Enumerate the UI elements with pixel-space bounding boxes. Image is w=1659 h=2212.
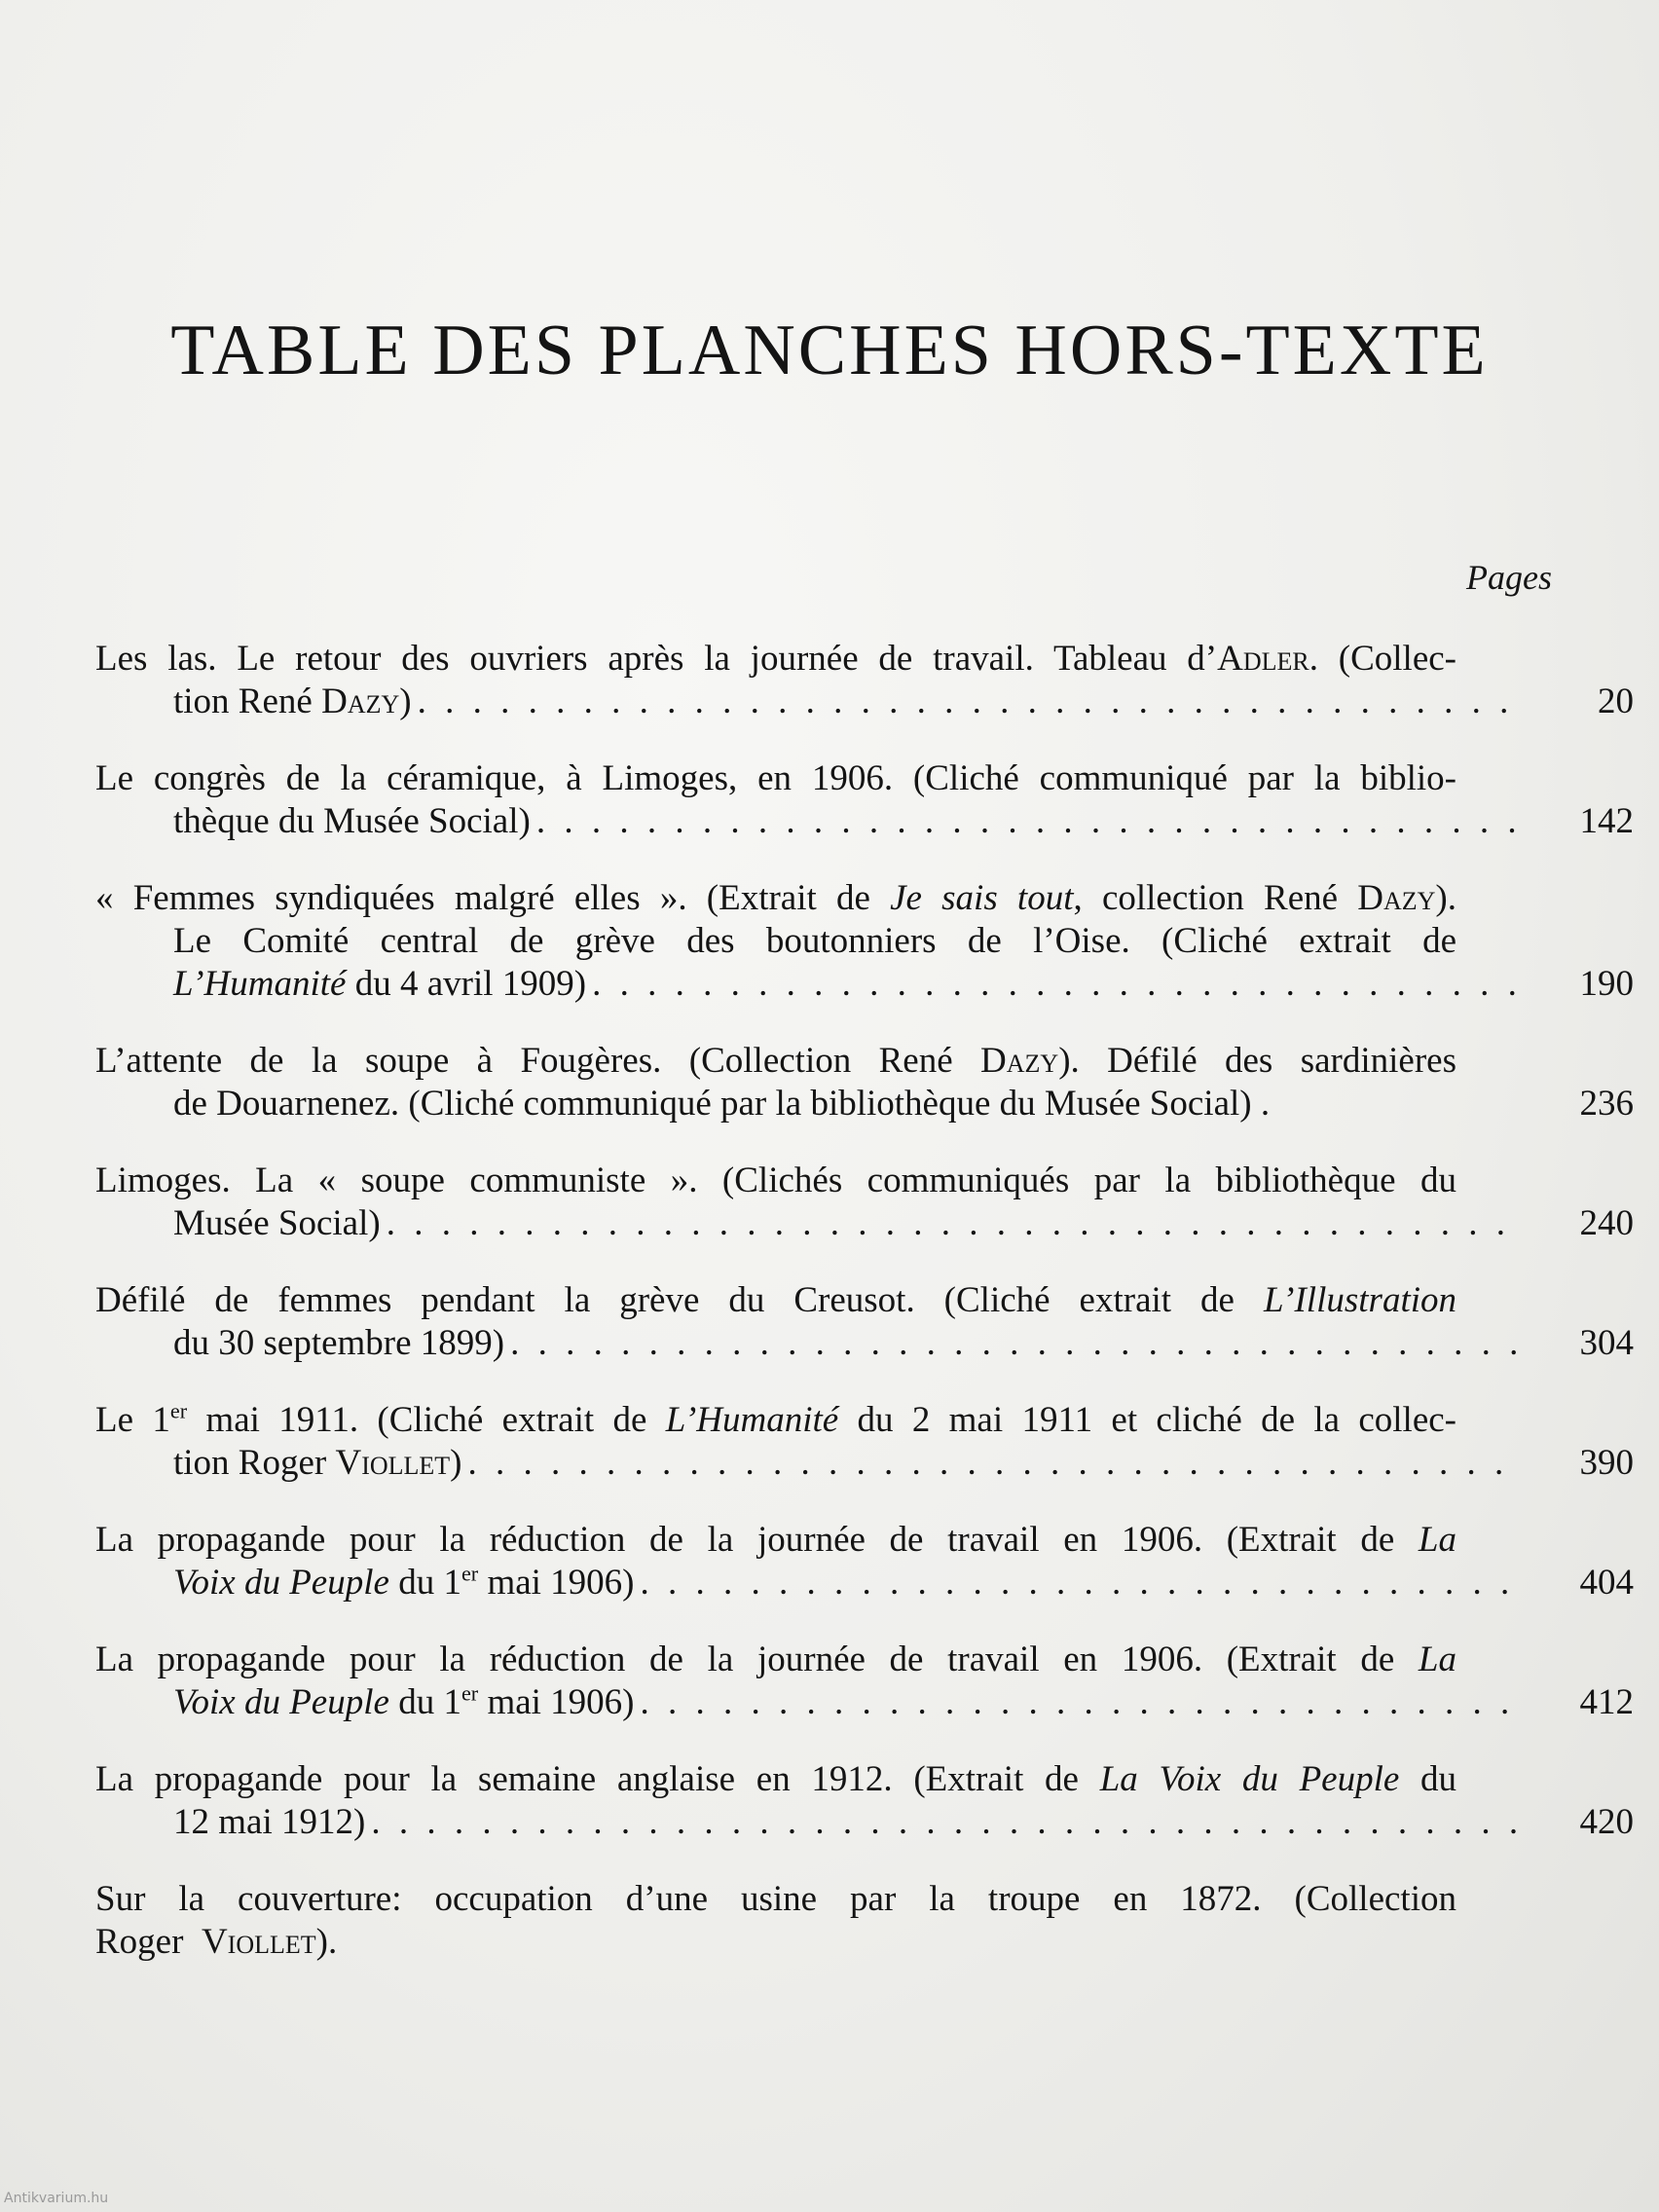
plates-list [95,638,1634,1998]
entry-line: du 30 septembre 1899) [173,1323,505,1363]
entry-line: Défilé de femmes pendant la grève du Creusot. (Cliché extrait de L’Illustration [95,1280,1456,1320]
entry-line: L’Humanité du 4 avril 1909) [173,964,587,1004]
list-item [95,638,1634,723]
watermark-text: Antikvarium.hu [4,2191,109,2206]
entry-line: La propagande pour la semaine anglaise en 1912. (Extrait de La Voix du Peuple du [95,1759,1456,1799]
entry-line: Le Comité central de grève des boutonniers de l’Oise. (Cliché extrait de [173,921,1456,961]
entry-line: Musée Social) [173,1203,381,1243]
page-number: 236 [1579,1084,1634,1124]
page-number: 240 [1579,1203,1634,1243]
page-number: 190 [1579,964,1634,1004]
list-item [95,1519,1634,1604]
entry-line: Voix du Peuple du 1er mai 1906) [173,1561,635,1603]
entry-line: La propagande pour la réduction de la journée de travail en 1906. (Extrait de La [95,1640,1456,1679]
page-number: 412 [1579,1682,1634,1722]
page-number: 390 [1579,1443,1634,1483]
entry-line: tion Roger Viollet) [173,1443,462,1483]
list-item [95,1758,1634,1844]
entry-line: Roger Viollet ). [95,1922,338,1962]
list-item [95,1639,1634,1724]
list-item [95,877,1634,1006]
entry-line: Limoges. La « soupe communiste ». (Clichés communiqués par la bibliothèque du [95,1161,1456,1200]
entry-line: Le congrès de la céramique, à Limoges, en 1906. (Cliché communiqué par la biblio- [95,758,1456,798]
entry-line: thèque du Musée Social) [173,801,531,841]
entry-line: Sur la couverture: occupation d’une usine par la troupe en 1872. (Collection [95,1879,1456,1919]
entry-line: Voix du Peuple du 1er mai 1906) [173,1680,635,1722]
list-item [95,1160,1634,1245]
list-item [95,1878,1556,1964]
page-number: 20 [1598,682,1634,721]
entry-line: L’attente de la soupe à Fougères. (Collection René Dazy). Défilé des sardinières [95,1041,1456,1081]
page-number: 404 [1579,1563,1634,1603]
entry-line: Les las. Le retour des ouvriers après la journée de travail. Tableau d’Adler. (Collec- [95,639,1456,679]
list-item [95,1398,1634,1485]
pages-column-label: Pages [1466,558,1552,597]
list-item [95,1279,1634,1365]
list-item [95,757,1634,843]
page-number: 142 [1579,801,1634,841]
entry-line: Le 1er mai 1911. (Cliché extrait de L’Humanité du 2 mai 1911 et cliché de la collec- [95,1398,1456,1440]
page-number: 420 [1579,1802,1634,1842]
entry-line: « Femmes syndiquées malgré elles ». (Extrait de Je sais tout, collection René Dazy). [95,878,1456,918]
list-item [95,1040,1634,1125]
entry-line: La propagande pour la réduction de la journée de travail en 1906. (Extrait de La [95,1520,1456,1560]
page-title: TABLE DES PLANCHES HORS-TEXTE [170,311,1489,390]
entry-line: 12 mai 1912) [173,1802,366,1842]
entry-line: de Douarnenez. (Cliché communiqué par la bibliothèque du Musée Social) . [173,1084,1271,1124]
page-number: 304 [1579,1323,1634,1363]
entry-line: tion René Dazy) [173,682,412,721]
